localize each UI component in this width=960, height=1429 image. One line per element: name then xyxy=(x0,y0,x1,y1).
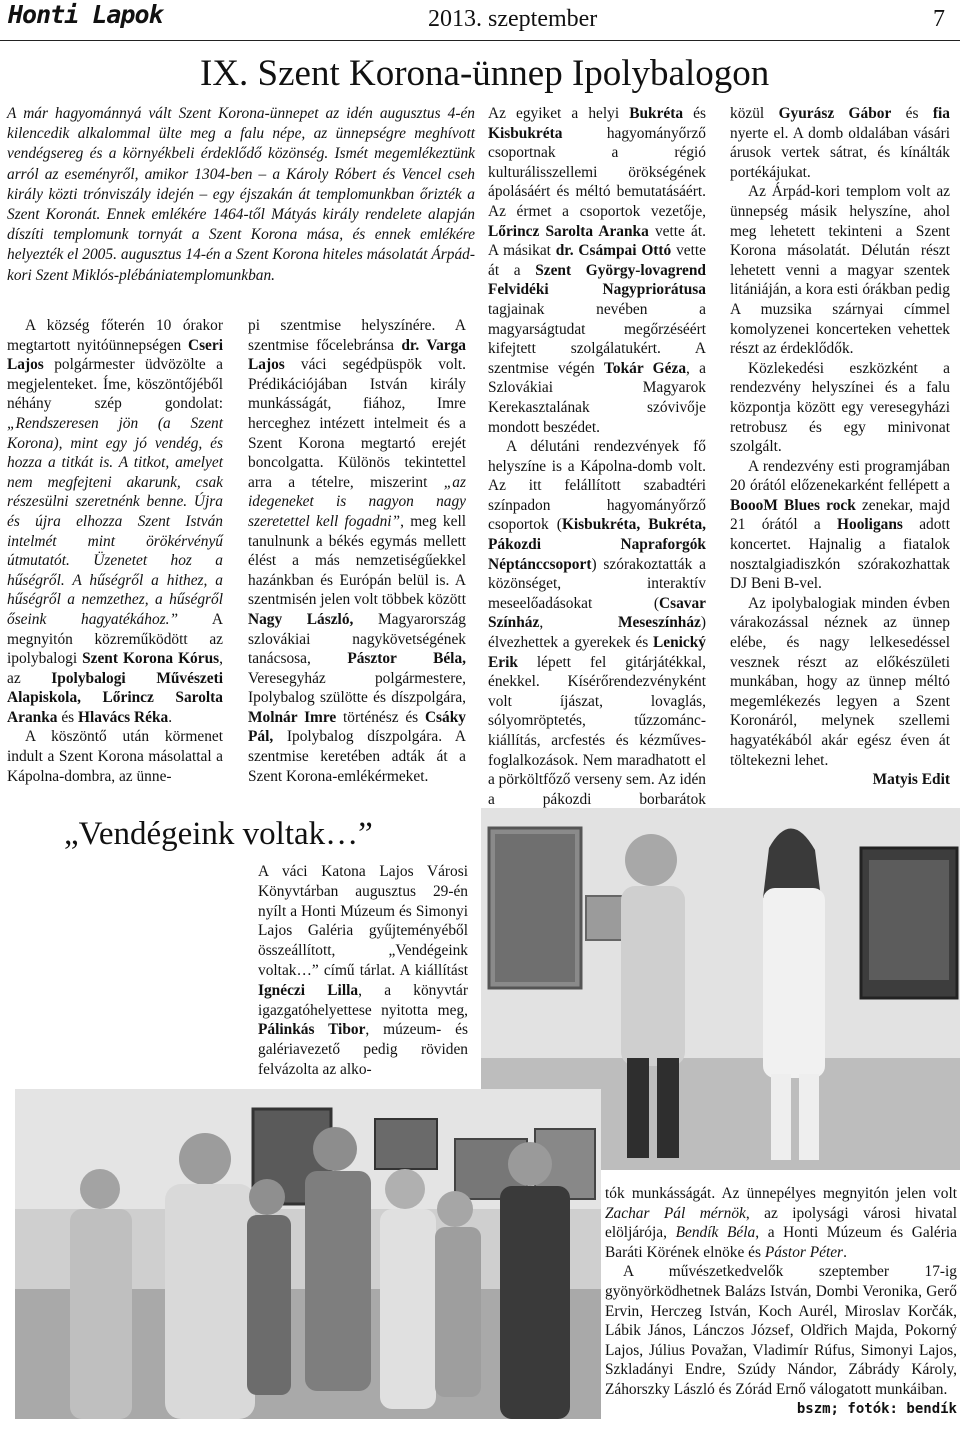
paragraph: Az egyiket a helyi Bukréta és Kisbukréta hagyományőrző csoportnak a régió kulturálisszellemi örökségének ápolásáért és méltó bemutatásáért. Az érmet a csoportok vezetője, Lőrincz Sarolta Aranka vette át. A másikat dr. Csámpai Ottó vette át a Szent György-lovagrend Felvidéki Nagypriorátusa tagjainak nevében a magyarságtudat megőrzéséért kifejtett szolgálatukért. A szentmise végén Tokár Géza, a Szlovákiai Magyarok Kerekasztalának szóvivője mondott beszédet. xyxy=(488,105,707,436)
article2-headline: „Vendégeink voltak…” xyxy=(64,816,373,852)
paragraph: A művészetkedvelők szeptember 17-ig gyönyörködhetnek Balázs István, Dombi Veronika, Gerő Ervin, Herczeg István, Koch Aurél, Miroslav Korčák, Lábik János, Lánczos József, Oldřich Majda, Pokorný Lajos, Július Považan, Vladimír Rúfus, Simonyi Lajos, Szkladányi Endre, Szúdy Nándor, Zábrády Károly, Záhorszky László és Zórád Ernő válogatott munkáiban. xyxy=(605,1263,957,1398)
paragraph: A rendezvény esti programjában 20 órától előzenekarként fellépett a BoooM Blues rock zenekar, majd 21 órától a Hooligans adott koncertet. Hajnalig a fiatalok nosztalgiadiszkón szórakozhattak DJ Beni B-vel. xyxy=(730,457,950,593)
article-column-1 xyxy=(7,316,223,786)
photo-credit: bszm; fotók: bendík xyxy=(796,1400,957,1417)
paragraph: A község főterén 10 órakor megtartott nyitóünnepségen Cseri Lajos polgármester üdvözölte a megjelenteket. Íme, köszöntőjéből néhány szép gondolat: „Rendszeresen jön (a Szent Korona), mint egy jó vendég, és hozza a titkát is. A titkot, amelyet nem megfejteni akarunk, csak részesülni szeretnénk benne. Újra és újra elhozza Szent István intelmét mint örökérvényű útmutatót. Üzenetet hoz a hűségről. A hűségről a hithez, a hűségről a nemzethez, a hűségről őseink hagyatékához.” A megnyitón közreműködött az ipolybalogi Szent Korona Kórus, az Ipolybalogi Művészeti Alapiskola, Lőrincz Sarolta Aranka és Hlavács Réka. xyxy=(7,317,223,726)
paragraph: A köszöntő után körmenet indult a Szent Korona másolattal a Kápolna-dombra, az ünne- xyxy=(7,728,223,785)
author-byline: Matyis Edit xyxy=(872,771,950,789)
article2-column-1 xyxy=(258,862,468,1080)
photo-illustration xyxy=(15,1089,601,1419)
paragraph: Az Árpád-kori templom volt az ünnepség másik helyszíne, ahol meg lehetett tekinteni a Szent Korona másolatát. Délután részt lehetett venni a magyar szentek litániáján, a kora esti órákban pedig A muzsika szárnyai címmel komolyzenei koncerteken vehettek részt az érdeklődők. xyxy=(730,183,950,358)
paragraph: tók munkásságát. Az ünnepélyes megnyitón jelen volt Zachar Pál mérnök, az ipolysági városi hivatal elöljárója, Bendík Béla, a Honti Múzeum és Galéria Baráti Körének elnöke és Pástor Péter. xyxy=(605,1185,957,1261)
visitors-crowd-photo xyxy=(15,1089,601,1419)
paragraph: Az ipolybalogiak minden évben várakozással néznek az ünnep elébe, és nagy lelkesedéssel vesznek részt az előkészületi munkában, hogy az ünnep méltó megemlékezés legyen a Szent Koronáról, melynek szellemi hagyatékából akár egész éven át töltekezni lehet. xyxy=(730,594,950,769)
paragraph: A váci Katona Lajos Városi Könyvtárban augusztus 29-én nyílt a Honti Múzeum és Simonyi Lajos Galéria gyűjteményéből összeállított, „Vendégeink voltak…” című tárlat. A kiállítást Ignéczi Lilla, a könyvtár igazgatóhelyettese nyitotta meg, Pálinkás Tibor, múzeum- és galériavezető pedig röviden felvázolta az alko- xyxy=(258,863,468,1078)
header-rule xyxy=(0,40,960,41)
article2-column-2 xyxy=(605,1184,957,1419)
article-column-2 xyxy=(248,316,466,786)
paragraph: A délutáni rendezvények fő helyszíne is a Kápolna-domb volt. Az itt felállított szabadtéri színpadon hagyományőrző csoportok (Kisbukréta, Bukréta, Pákozdi Napraforgók Néptánccsoport) szórakoztatták a közönséget, interaktív meseelőadásokat (Csavar Színház, Meseszínház) élvezhettek a gyerekek és Lenický Erik lépett fel gitárjátékkal, énekkel. Kísérőrendezvényként volt íjászat, lovaglás, sólyomröptetés, tűzzománc-kiállítás, arcfestés és kézműves-foglalkozások. Nem maradhatott el a pörköltfőző verseny sem. Az idén a pákozdi borbarátok xyxy=(488,438,707,808)
article-lead: A már hagyománnyá vált Szent Korona-ünnepet az idén augusztus 4-én kilencedik alkalommal ülte meg a falu népe, az ünnepségre meghívott vendégsereg és a környékbeli érdeklődő közönség. Ismét megemlékeztünk arról az eseményről, amikor 1304-ben – a Károly Róbert és Vencel cseh király közti trónviszály idején – egy éjszakán át templomunkban őrizték a Szent Koronát. Ennek emlékére 1464-től Mátyás király rendelete alapján díszíti templomunk tornyát a Szent Korona mása, és ennek emlékére helyezték el 2005. augusztus 14-én a Szent Korona hiteles másolatát Árpád-kori Szent Miklós-plébániatemplomunkban. xyxy=(7,105,475,284)
paragraph: pi szentmise helyszínére. A szentmise főcelebránsa dr. Varga Lajos váci segédpüspök volt. Prédikációjában István király munkásságát, fiához, Imre herceghez intézett intelmeit és a Szent Korona megtartó erejét boncolgatta. Különös tekintettel arra a tételre, miszerint „az idegeneket is nagyon nagy szeretettel kell fogadni”, meg kell tanulnunk a békés egymás mellett élést a más nemzetiségűekkel hazánkban és Európán belül is. A szentmisén jelen volt többek között Nagy László, Magyarország szlovákiai nagykövetségének tanácsosa, Pásztor Béla, Veresegyház polgármestere, Ipolybalog szülötte és díszpolgára, Molnár Imre történész és Csáky Pál, Ipolybalog díszpolgára. A szentmise keretében adták át a Szent Korona-emlékérmeket. xyxy=(248,317,467,785)
paragraph: Közlekedési eszközként a rendezvény helyszínei és a falu központja között egy veresegyházi retrobusz és egy minivonat szolgált. xyxy=(730,359,950,456)
issue-date: 2013. szeptember xyxy=(428,6,598,32)
page-number: 7 xyxy=(933,6,945,32)
article-column-3 xyxy=(488,104,706,849)
masthead-title: Honti Lapok xyxy=(8,0,163,29)
article-column-4 xyxy=(730,104,950,790)
paragraph: közül Gyurász Gábor és fia nyerte el. A domb oldalában vásári árusok vertek sátrat, és kínálták portékájukat. xyxy=(730,105,950,181)
